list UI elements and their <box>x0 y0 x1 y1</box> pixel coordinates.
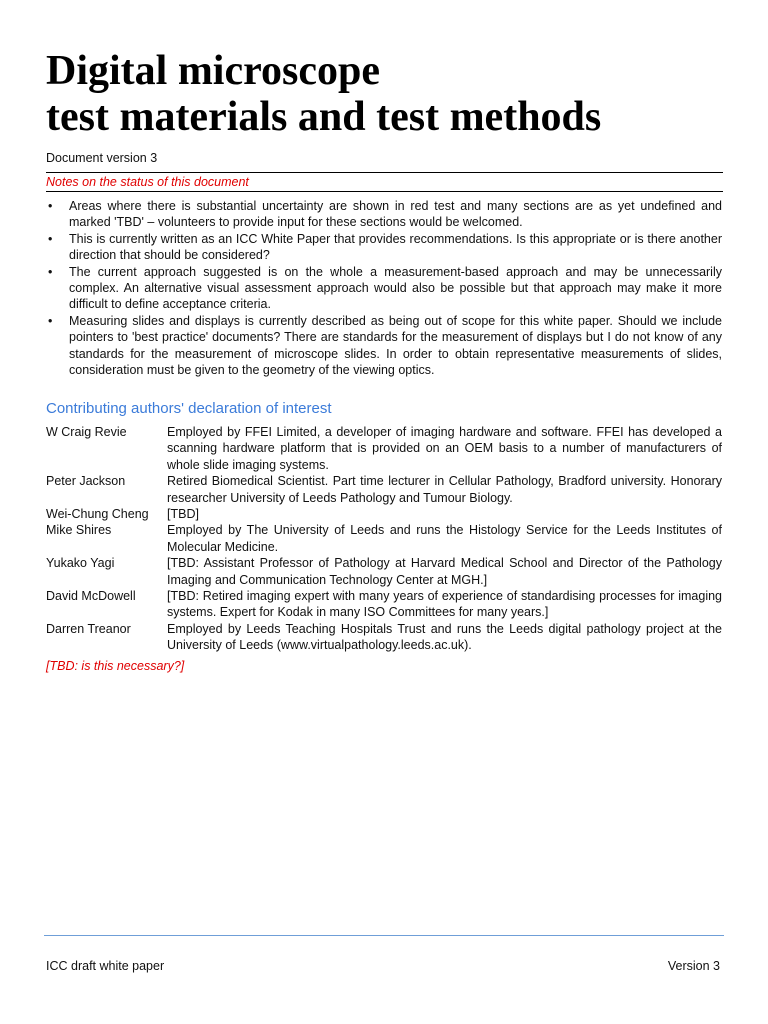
footer-version: Version 3 <box>667 959 720 973</box>
footer-divider <box>44 935 724 936</box>
author-name: Peter Jackson <box>46 474 126 489</box>
author-name: Mike Shires <box>46 523 112 538</box>
note-text: The current approach suggested is on the whole a measurement-based approach and may be unnecessarily complex. An alternative visual assessment approach would also be possible but that approach may make it more difficult to define acceptance criteria. <box>69 264 722 312</box>
author-name: Darren Treanor <box>46 621 131 636</box>
author-row <box>46 424 722 473</box>
author-row <box>46 506 722 522</box>
author-row <box>46 621 722 654</box>
author-declaration: Employed by FFEI Limited, a developer of imaging hardware and software. FFEI has developed a scanning hardware platform that is provided on an OEM basis to a number of manufacturers of whole slide imaging systems. <box>167 425 722 472</box>
bullet-icon: • <box>48 199 53 213</box>
bullet-icon: • <box>48 231 53 246</box>
note-text: This is currently written as an ICC White Paper that provides recommendations. Is this appropriate or is there another direction that should be considered? <box>69 231 722 263</box>
author-declaration: Employed by The University of Leeds and runs the Histology Service for the Leeds Institutes of Molecular Medicine. <box>167 523 722 554</box>
author-declaration: [TBD: Retired imaging expert with many years of experience of standardising processes for imaging systems. Expert for Kodak in many ISO Committees for many years.] <box>167 589 722 620</box>
author-declaration: [TBD] <box>167 507 199 522</box>
author-row <box>46 473 722 506</box>
author-row <box>46 555 722 588</box>
author-name: Wei-Chung Cheng <box>46 507 149 522</box>
title-line-2: test materials and test methods <box>46 94 602 140</box>
author-name: Yukako Yagi <box>46 556 115 571</box>
note-item <box>46 313 722 379</box>
note-item <box>46 264 722 313</box>
title-line-1: Digital microscope <box>46 48 380 94</box>
tbd-note: [TBD: is this necessary?] <box>46 659 185 673</box>
document-title <box>46 48 736 140</box>
bullet-icon: • <box>48 264 53 279</box>
notes-heading: Notes on the status of this document <box>46 172 723 192</box>
authors-list <box>46 424 722 654</box>
note-item <box>46 198 722 231</box>
author-row <box>46 588 722 621</box>
authors-heading: Contributing authors' declaration of interest <box>46 400 332 417</box>
footer-doc-type: ICC draft white paper <box>46 959 165 973</box>
document-version: Document version 3 <box>46 151 158 165</box>
author-declaration: Employed by Leeds Teaching Hospitals Trust and runs the Leeds digital pathology project at the University of Leeds (www.virtualpathology.leeds.ac.uk). <box>167 621 722 653</box>
note-text: Areas where there is substantial uncertainty are shown in red test and many sections are as yet undefined and marked 'TBD' – volunteers to provide input for these sections would be welcomed. <box>69 199 722 230</box>
author-declaration: [TBD: Assistant Professor of Pathology at Harvard Medical School and Director of the Pathology Imaging and Communication Technology Center at MGH.] <box>167 556 722 587</box>
author-row <box>46 522 722 555</box>
note-text: Measuring slides and displays is currently described as being out of scope for this white paper. Should we include pointers to 'best practice' documents? There are standards for the measurement of displays but I do not know of any standards for the measurement of microscope slides. In order to obtain representative measurements of slides, consideration must be given to the geometry of the viewing optics. <box>69 313 722 378</box>
author-name: W Craig Revie <box>46 425 127 439</box>
note-item <box>46 231 722 264</box>
author-name: David McDowell <box>46 589 136 604</box>
bullet-icon: • <box>48 313 53 328</box>
author-declaration: Retired Biomedical Scientist. Part time lecturer in Cellular Pathology, Bradford university. Honorary researcher University of Leeds Pathology and Tumour Biology. <box>167 474 722 505</box>
notes-list <box>46 198 722 378</box>
